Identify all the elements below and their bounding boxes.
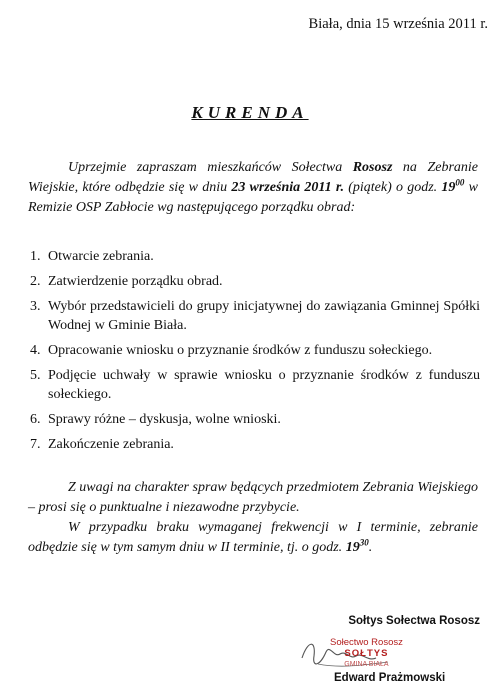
signature-title: Sołtys Sołectwa Rososz (348, 615, 480, 627)
signatory-name: Edward Prażmowski (334, 672, 446, 684)
intro-text-3: (piątek) o godz. (344, 180, 442, 195)
agenda-item: 7. Zakończenie zebrania. (30, 437, 174, 452)
intro-text-1: Uprzejmie zapraszam mieszkańców Sołectwa (68, 160, 353, 175)
agenda-item: 1. Otwarcie zebrania. (30, 249, 154, 264)
stamp-line-3: GMINA BIAŁA (344, 661, 389, 668)
meeting-hour: $19^{00}$ (441, 177, 465, 195)
punctuality-paragraph: Z uwagi na charakter spraw będących przedmiotem Zebrania Wiejskiego – prosi się o punktualne i niezawodne przybycie. (28, 480, 478, 515)
meeting-date: 23 września 2011 r. (231, 180, 344, 195)
invitation-paragraph (28, 158, 478, 218)
agenda-item: 2. Zatwierdzenie porządku obrad. (30, 274, 223, 289)
document-title: KURENDA (191, 103, 309, 122)
official-stamp (330, 637, 403, 670)
second-term-paragraph: W przypadku braku wymaganej frekwencji w I terminie, zebranie odbędzie się w tym samym dniu w II terminie, tj. o godz. $19^{30}$. (28, 520, 478, 555)
stamp-line-2: SOŁTYS (344, 648, 389, 659)
agenda-list (30, 247, 480, 460)
agenda-item: 6. Sprawy różne – dyskusja, wolne wnioski. (30, 412, 281, 427)
agenda-item: 4. Opracowanie wniosku o przyznanie środków z funduszu sołeckiego. (30, 343, 433, 358)
intro-text-2: na Zebranie Wiejskie, które odbędzie się w dniu (28, 160, 478, 195)
second-term-hour: $19^{30}$ (345, 537, 369, 555)
agenda-item: 5. Podjęcie uchwały w sprawie wniosku o przyznanie środków z funduszu sołeckiego. (30, 368, 480, 402)
intro-text-4: w Remizie OSP Zabłocie wg następującego porządku obrad: (28, 180, 478, 215)
stamp-line-1: Sołectwo Rososz (330, 637, 403, 648)
document-date: Biała, dnia 15 września 2011 r. (308, 16, 488, 32)
agenda-item: 3. Wybór przedstawicieli do grupy inicjatywnej do zawiązania Gminnej Spółki Wodnej w Gminie Biała. (30, 299, 480, 333)
village-name: Rososz (352, 160, 393, 175)
